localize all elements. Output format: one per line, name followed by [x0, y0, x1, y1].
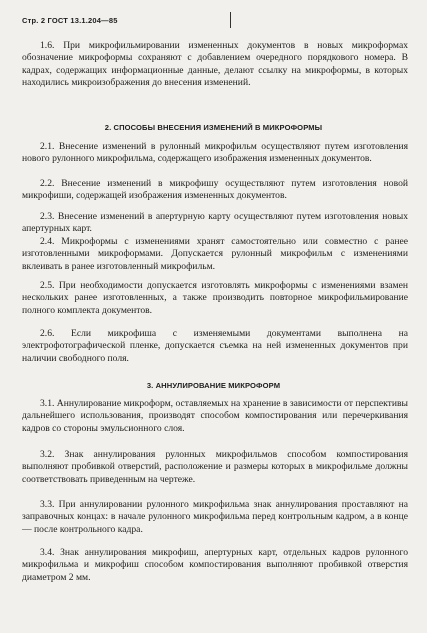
paragraph-2-5: 2.5. При необходимости допускается изготовлять микроформы с изменениями взамен нескольких ранее изготовленных, а также производить повторное микрофильмирование полного комплекта документов.	[22, 280, 408, 316]
paragraph-3-3: 3.3. При аннулировании рулонного микрофильма знак аннулирования проставляют на заправочных концах: в начале рулонного микрофильма перед контрольным кадром, а в конце — после контрольного кадра.	[22, 499, 408, 535]
paragraph-3-2: 3.2. Знак аннулирования рулонных микрофильмов способом компостирования выполняют пробивкой отверстий, расположение и размеры которых в микрофильме должны соответствовать приведенным на чертеже.	[22, 449, 408, 485]
section-2-heading: 2. СПОСОБЫ ВНЕСЕНИЯ ИЗМЕНЕНИЙ В МИКРОФОРМЫ	[104, 123, 323, 132]
paragraph-2-3: 2.3. Внесение изменений в апертурную карту осуществляют путем изготовления новых апертурных карт.	[22, 211, 408, 235]
paragraph-3-4: 3.4. Знак аннулирования микрофиш, апертурных карт, отдельных кадров рулонного микрофильма и микрофиш способом компостирования выполняют пробивкой отверстия диаметром 2 мм.	[22, 547, 408, 583]
page-header: Стр. 2 ГОСТ 13.1.204—85	[22, 16, 118, 25]
margin-mark	[230, 12, 231, 28]
section-3-heading: 3. АННУЛИРОВАНИЕ МИКРОФОРМ	[146, 381, 281, 390]
paragraph-1-6: 1.6. При микрофильмировании измененных документов в новых микроформах обозначение микроформы сохраняют с добавлением очередного порядкового номера. В кадрах, содержащих информационные данные, делают ссылку на микроформы, в которых находились микроизображения до внесения изменений.	[22, 40, 408, 89]
paragraph-2-6: 2.6. Если микрофиша с изменяемыми документами выполнена на электрофотографической пленке, допускается съемка на ней измененных документов при наличии свободного поля.	[22, 328, 408, 364]
paragraph-2-1: 2.1. Внесение изменений в рулонный микрофильм осуществляют путем изготовления нового рулонного микрофильма, содержащего изображения измененных документов.	[22, 141, 408, 165]
paragraph-3-1: 3.1. Аннулирование микроформ, оставляемых на хранение в зависимости от перспективы дальнейшего использования, производят способом компостирования или перечеркивания кадров со стороны эмульсионного слоя.	[22, 398, 408, 434]
paragraph-2-4: 2.4. Микроформы с изменениями хранят самостоятельно или совместно с ранее изготовленными микроформами. Допускается рулонный микрофильм с изменениями вклеивать в ранее изготовленный микрофильм.	[22, 236, 408, 272]
paragraph-2-2: 2.2. Внесение изменений в микрофишу осуществляют путем изготовления новой микрофиши, содержащей изображения измененных документов.	[22, 178, 408, 202]
